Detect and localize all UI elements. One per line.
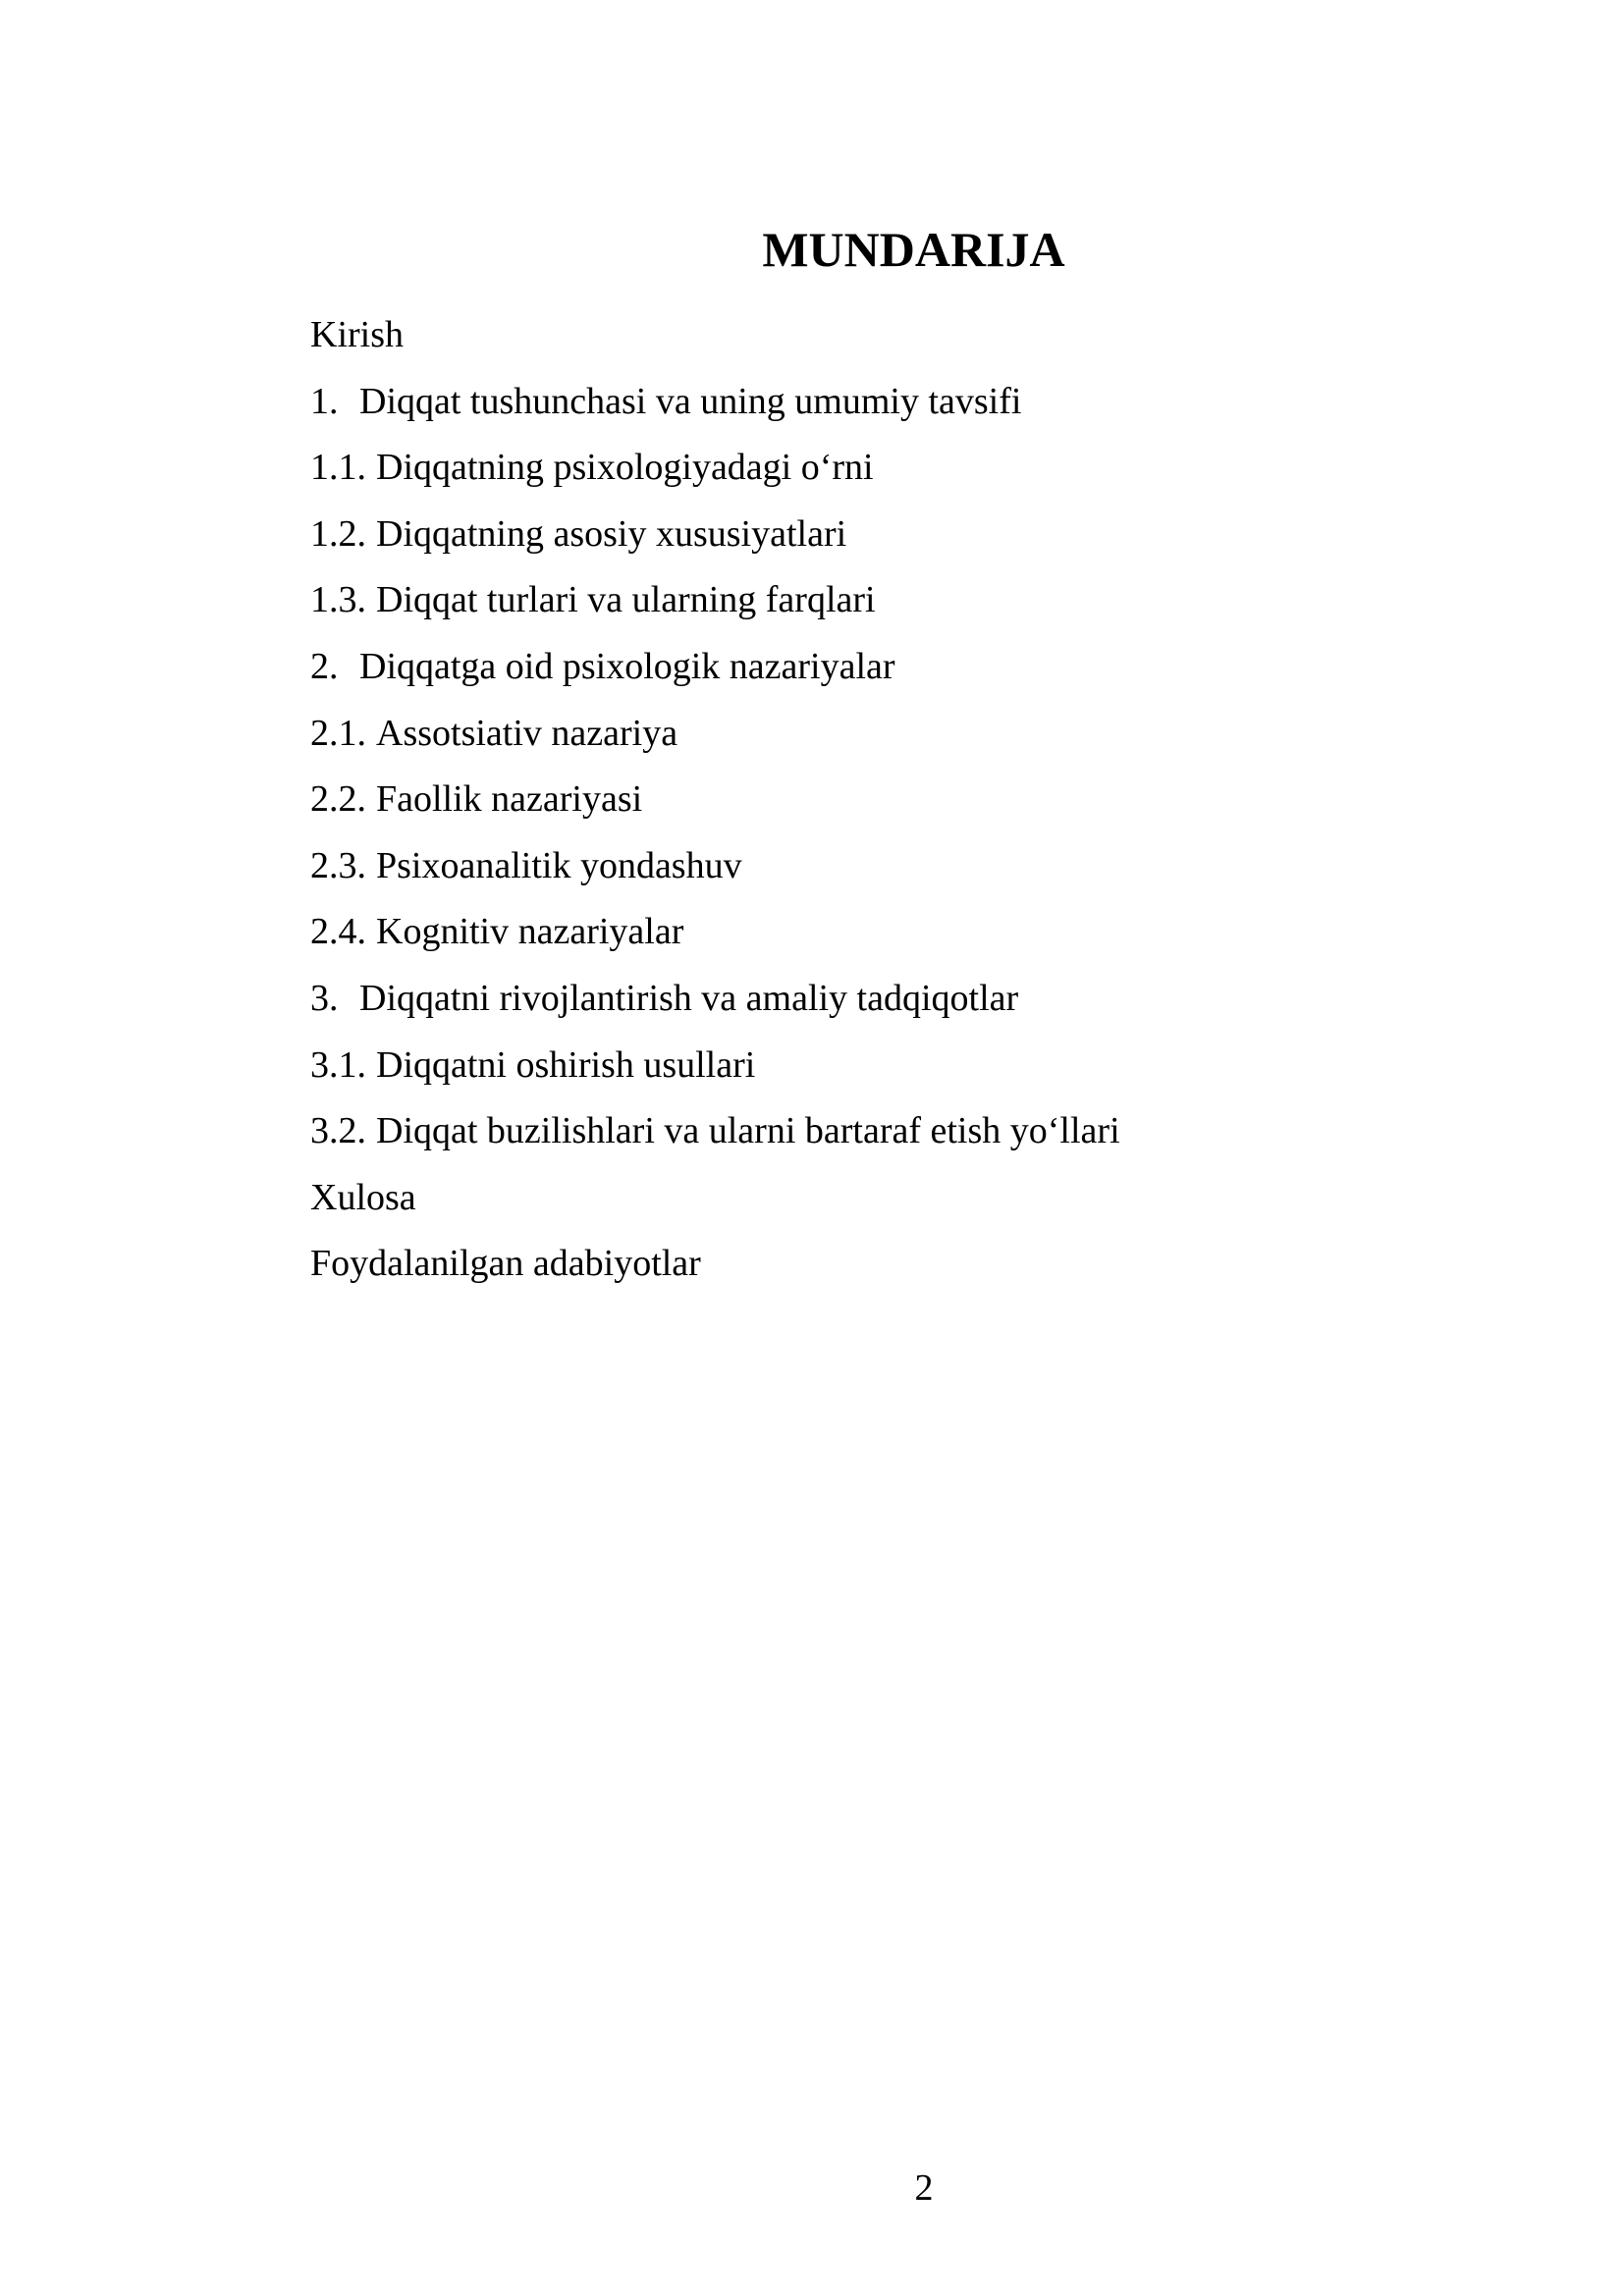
toc-item-1: [310, 369, 1120, 436]
toc-item-number: 1.3.: [310, 579, 366, 621]
toc-item-number: 2.1.: [310, 712, 366, 754]
toc-item-1-2: [310, 502, 1120, 568]
toc-item-3-2: [310, 1098, 1120, 1165]
table-of-contents: [310, 302, 1120, 1298]
toc-item-text: Diqqatga oid psixologik nazariyalar: [359, 645, 895, 687]
toc-item-adabiyotlar: [310, 1231, 1120, 1298]
toc-item-text: Kognitiv nazariyalar: [376, 911, 684, 953]
toc-item-text: Diqqatni oshirish usullari: [376, 1043, 756, 1086]
toc-item-number: 1.2.: [310, 512, 366, 555]
toc-item-2-3: [310, 833, 1120, 900]
toc-item-2-1: [310, 701, 1120, 768]
toc-item-text: Diqqat tushunchasi va uning umumiy tavsifi: [359, 380, 1022, 422]
toc-item-text: Diqqatning asosiy xususiyatlari: [376, 512, 847, 555]
toc-item-1-1: [310, 435, 1120, 502]
page-title: MUNDARIJA: [762, 222, 1065, 277]
page-number: 2: [914, 2167, 934, 2209]
toc-item-2: [310, 634, 1120, 701]
toc-item-2-2: [310, 767, 1120, 833]
toc-item-number: 3.1.: [310, 1043, 366, 1086]
toc-item-3: [310, 966, 1120, 1033]
toc-item-text: Xulosa: [310, 1176, 416, 1218]
toc-item-3-1: [310, 1033, 1120, 1099]
toc-item-text: Faollik nazariyasi: [376, 778, 643, 821]
toc-item-2-4: [310, 899, 1120, 966]
toc-item-text: Diqqatning psixologiyadagi o‘rni: [376, 447, 874, 489]
toc-item-text: Foydalanilgan adabiyotlar: [310, 1243, 701, 1285]
toc-item-number: 2.4.: [310, 911, 366, 953]
toc-item-number: 1.: [310, 380, 339, 422]
toc-item-kirish: [310, 302, 1120, 369]
toc-item-number: 2.: [310, 645, 339, 687]
toc-item-1-3: [310, 567, 1120, 634]
toc-item-text: Diqqat turlari va ularning farqlari: [376, 579, 876, 621]
toc-item-text: Kirish: [310, 314, 404, 355]
toc-item-text: Diqqatni rivojlantirish va amaliy tadqiqotlar: [359, 977, 1019, 1019]
toc-item-text: Assotsiativ nazariya: [376, 712, 678, 754]
toc-item-text: Diqqat buzilishlari va ularni bartaraf etish yo‘llari: [376, 1110, 1120, 1152]
toc-item-text: Psixoanalitik yondashuv: [376, 844, 742, 886]
toc-item-number: 1.1.: [310, 447, 366, 489]
toc-item-number: 3.2.: [310, 1110, 366, 1152]
toc-item-number: 2.2.: [310, 778, 366, 821]
toc-item-number: 2.3.: [310, 844, 366, 886]
toc-item-number: 3.: [310, 977, 339, 1019]
toc-item-xulosa: [310, 1165, 1120, 1232]
